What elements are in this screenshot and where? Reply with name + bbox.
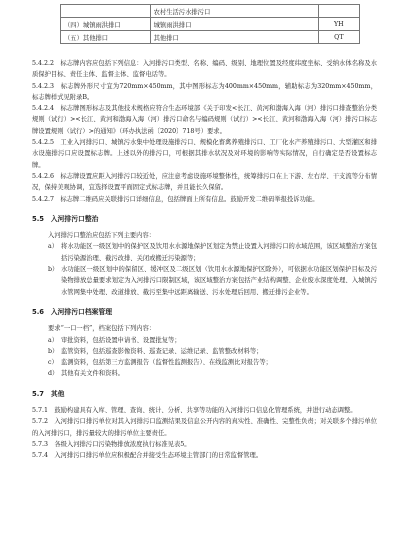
clause-5-7-4: 5.7.4 入河排污口排污单位应积极配合并接受生态环境主管部门的日常监督管理。 (32, 452, 263, 460)
clause-5-4-2-4: 5.4.2.4 标志牌图形标志及其他技术规格应符合生态环境部《关于印发<长江、黄河和渤海入海（河）排污口排查整治分类规则（试行）><长江、黄河和渤海入海（河）排污口命名与编码规则（试行）><长江、黄河和渤海入海（河）排污口标志牌设置规则（试行）>的通知》（环办执法函〔2020〕718号）要求。 (32, 105, 377, 135)
list-label: a） (48, 243, 59, 251)
clause-5-4-2-2: 5.4.2.2 标志牌内容应包括下列信息：入河排污口类型、名称、编码、级别、地理位置及经度纬度坐标、受纳水体名称及水质保护目标、责任主体、监督主体、监督电话等。 (32, 60, 377, 79)
section-heading-5-6: 5.6 入河排污口档案管理 (32, 307, 113, 316)
list-label: b） (48, 347, 59, 355)
clause-5-7-1: 5.7.1 鼓励构建具有入库、管理、查询、统计、分析、共享等功能的入河排污口信息化管理系统，并进行动态调整。 (32, 407, 357, 415)
clause-5-4-2-3: 5.4.2.3 标志牌外形尺寸宜为720mm×450mm，其中图形标志为400mm×450mm，辅助标志为320mm×450mm，标志牌样式见附录B。 (32, 82, 377, 101)
clause-5-4-2-6: 5.4.2.6 标志牌设置应距入河排污口较近处，应注意考虑设施环境整体性，统筹排污口在上下游、左右岸、干支流等分布情况，保持美观协调，宜选择设置平面固定式标志牌，并且能长久保留。 (32, 172, 377, 192)
list-text: 监管资料，包括巡查影像资料、巡查记录、运维记录、监管整改材料等； (61, 347, 263, 355)
section-intro: 入河排污口整治应包括下列主要内容： (48, 232, 156, 240)
list-label: a） (48, 336, 59, 344)
outlet-type-table (60, 4, 360, 44)
clause-5-7-3: 5.7.3 各级入河排污口污染物排放浓度执行标准见表5。 (32, 440, 191, 448)
section-heading-5-5: 5.5 入河排污口整治 (32, 214, 99, 223)
clause-5-4-2-7: 5.4.2.7 标志牌二维码应关联排污口详细信息，包括牌面上所有信息。鼓励开发二维码举报投诉功能。 (32, 195, 319, 203)
table-cell (318, 5, 359, 18)
clause-5-7-2: 5.7.2 入河排污口排污单位对其入河排污口监测结果及信息公开内容的真实性、准确性、完整性负责；对关联多个排污单位的入河排污口，排污量较大的排污单位主要责任。 (32, 418, 377, 437)
clause-5-4-2-5: 5.4.2.5 工业入河排污口、城镇污水集中处理设施排污口、规模化畜禽养殖排污口、工厂化水产养殖排污口、大型灌区和排水设施排污口应设置标志牌。上述以外的排污口，可根据其排水状况及对环境的影响等实际情况，自行确定是否设置标志牌。 (32, 139, 377, 169)
table-cell: （五）其他排口 (61, 31, 151, 44)
table-cell: QT (318, 31, 359, 44)
document-body (32, 58, 377, 462)
list-label: c） (48, 359, 58, 367)
list-item (32, 264, 377, 298)
list-item (32, 335, 377, 346)
table-cell: 其他排口 (150, 31, 318, 44)
table-cell: （四）城镇雨洪排口 (61, 18, 151, 31)
list-item (32, 357, 377, 368)
list-text: 水功能区一级区划中的保留区、缓冲区及二级区划（饮用水水源地保护区除外），可依据水功能区划保护目标及污染物排放总量要求划定为入河排污口限制区域，该区域整治方案包括产业结构调整、企业废水深度处理、入城镇污水管网集中处理、改道排放、截污至集中远距离输送、污水处理后回用、搬迁排污企业等。 (61, 266, 377, 296)
table-cell: 城镇雨洪排口 (150, 18, 318, 31)
table-cell: YH (318, 18, 359, 31)
table-row (61, 31, 360, 44)
list-text: 将水功能区一级区划中的保护区及饮用水水源地保护区划定为禁止设置入河排污口的水域范围，该区域整治方案包括污染源治理、截污改排、关闭或搬迁污染源等； (61, 243, 377, 262)
list-item (32, 368, 377, 379)
table-cell (61, 5, 151, 18)
list-label: d） (48, 370, 59, 378)
list-text: 审批资料，包括设置申请书、设置批复等； (61, 336, 181, 344)
section-heading-5-7: 5.7 其他 (32, 389, 65, 398)
list-item (32, 346, 377, 357)
table-cell: 农村生活污水排污口 (150, 5, 318, 18)
list-item (32, 241, 377, 264)
list-text: 监测资料，包括第三方监测报告（监督性监测报告）、在线监测比对报告等； (61, 359, 272, 367)
table-row (61, 5, 360, 18)
section-intro: 要求“一口一档”，档案包括下列内容： (48, 325, 156, 333)
list-label: b） (48, 266, 59, 274)
list-text: 其他有关文件和资料。 (61, 370, 124, 378)
table-row (61, 18, 360, 31)
